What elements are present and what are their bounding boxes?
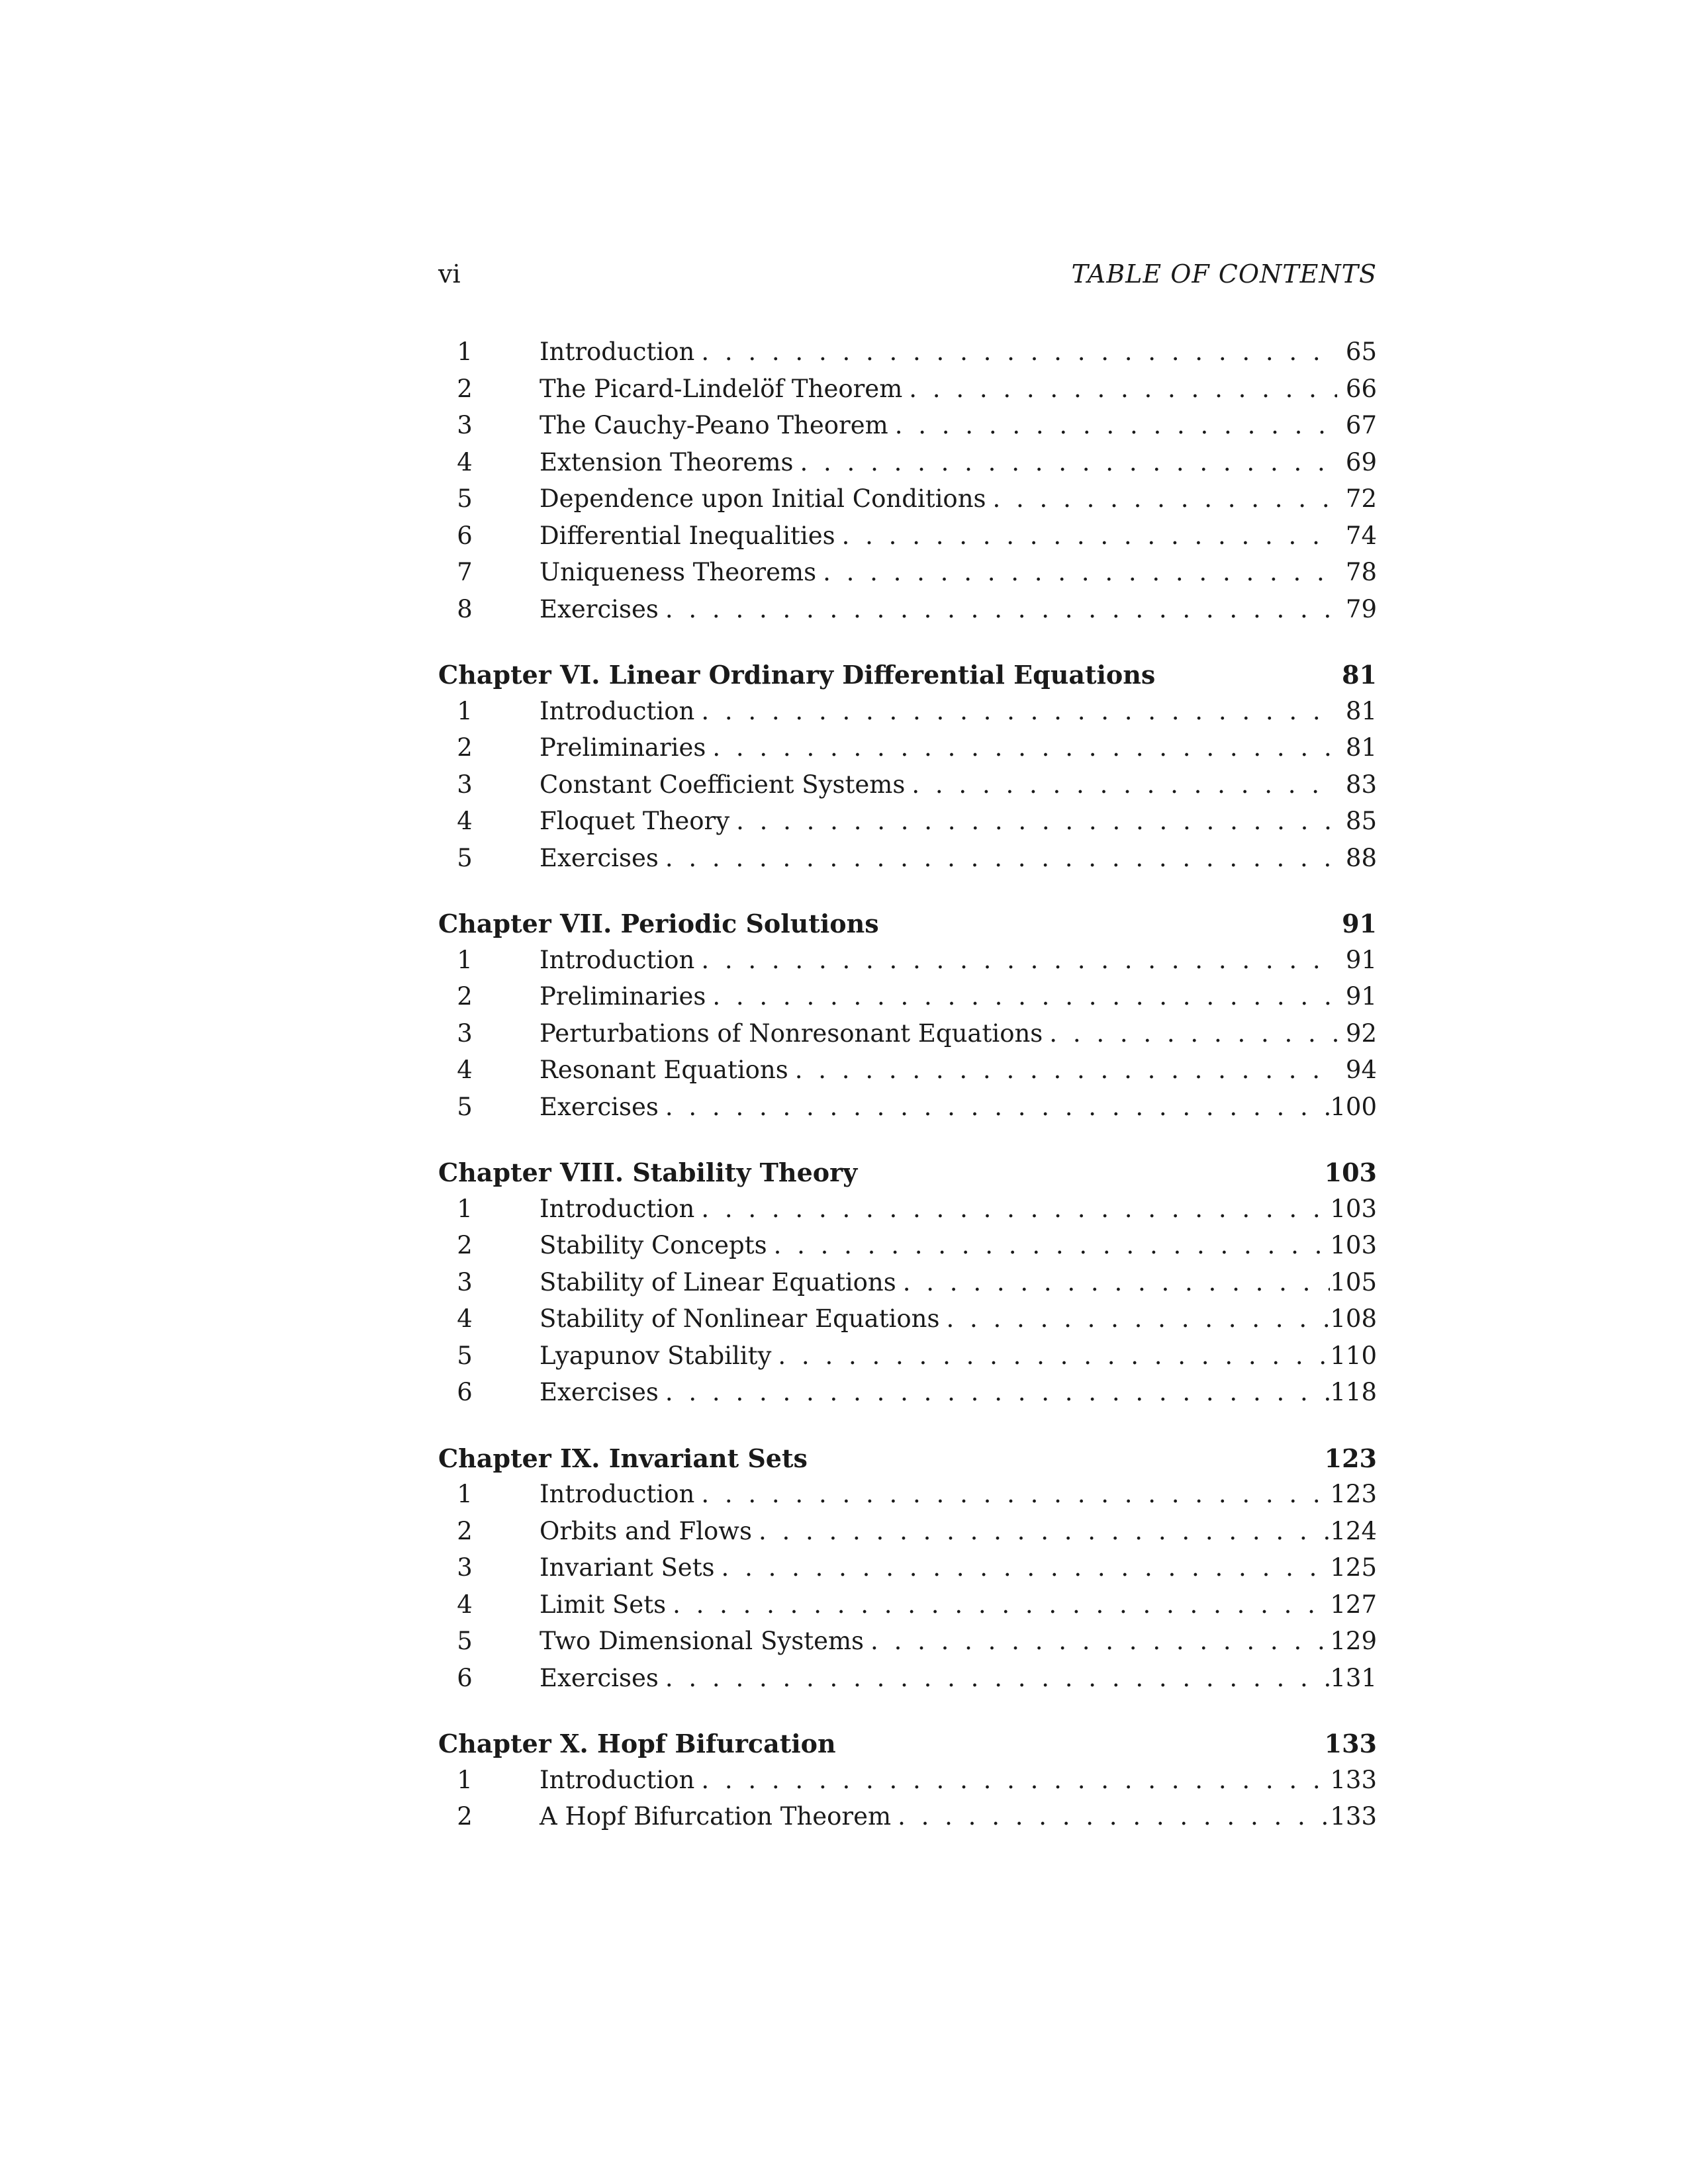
dot-leader xyxy=(694,338,1337,366)
section-title: Stability of Linear Equations xyxy=(539,1267,896,1297)
section-title: Preliminaries xyxy=(539,733,706,762)
toc-section-row xyxy=(438,1480,1377,1517)
toc-section-row xyxy=(438,1664,1377,1701)
toc-section-row xyxy=(438,1766,1377,1803)
section-page-number: 100 xyxy=(1330,1092,1377,1121)
section-page-number: 66 xyxy=(1345,374,1377,403)
section-page-number: 108 xyxy=(1330,1304,1377,1333)
chapter-title: Chapter VI. Linear Ordinary Differential Equations xyxy=(438,660,1156,690)
toc-section-row xyxy=(438,448,1377,485)
dot-leader xyxy=(939,1304,1330,1333)
toc-section-row xyxy=(438,1590,1377,1627)
section-title: Introduction xyxy=(539,1765,695,1794)
toc-section-row xyxy=(438,733,1377,770)
section-number: 4 xyxy=(457,1056,473,1084)
dot-leader xyxy=(986,484,1337,513)
section-title: Exercises xyxy=(539,1378,659,1406)
section-number: 2 xyxy=(457,1802,473,1831)
dot-leader xyxy=(715,1553,1331,1582)
dot-leader xyxy=(659,844,1337,872)
dot-leader xyxy=(767,1231,1331,1259)
chapter-heading xyxy=(438,1729,1377,1766)
dot-leader xyxy=(794,448,1338,477)
chapter-title: Chapter VII. Periodic Solutions xyxy=(438,909,879,938)
section-page-number: 131 xyxy=(1330,1663,1377,1692)
section-page-number: 103 xyxy=(1330,1231,1377,1259)
continued-chapter-sections xyxy=(438,338,1377,631)
section-title: Exercises xyxy=(539,1663,659,1692)
section-title: The Cauchy-Peano Theorem xyxy=(539,411,888,439)
toc-section-row xyxy=(438,1056,1377,1093)
dot-leader xyxy=(659,1093,1330,1121)
chapter-title: Chapter X. Hopf Bifurcation xyxy=(438,1729,836,1758)
section-page-number: 91 xyxy=(1345,982,1377,1011)
toc-section-row xyxy=(438,1231,1377,1268)
section-page-number: 125 xyxy=(1330,1553,1377,1582)
dot-leader xyxy=(694,1766,1330,1794)
toc-section-row xyxy=(438,1627,1377,1664)
chapter-block xyxy=(438,1729,1377,1839)
section-number: 3 xyxy=(457,1019,473,1048)
section-page-number: 110 xyxy=(1330,1341,1377,1370)
section-number: 6 xyxy=(457,1663,473,1692)
toc-section-row xyxy=(438,338,1377,375)
dot-leader xyxy=(771,1342,1330,1370)
toc-section-row xyxy=(438,522,1377,559)
chapter-page-number: 123 xyxy=(1324,1443,1377,1473)
section-number: 4 xyxy=(457,1590,473,1619)
section-page-number: 91 xyxy=(1345,945,1377,974)
section-page-number: 78 xyxy=(1345,558,1377,586)
section-title: Extension Theorems xyxy=(539,447,794,477)
section-number: 5 xyxy=(457,1341,473,1370)
section-page-number: 123 xyxy=(1330,1480,1377,1508)
section-title: The Picard-Lindelöf Theorem xyxy=(539,374,903,403)
section-page-number: 133 xyxy=(1330,1765,1377,1794)
section-number: 5 xyxy=(457,1627,473,1655)
section-title: Exercises xyxy=(539,1092,659,1121)
section-title: Invariant Sets xyxy=(539,1553,715,1582)
section-title: Orbits and Flows xyxy=(539,1516,752,1545)
section-page-number: 105 xyxy=(1330,1267,1377,1297)
section-page-number: 81 xyxy=(1345,733,1377,762)
section-number: 3 xyxy=(457,1267,473,1297)
dot-leader xyxy=(694,1480,1330,1508)
dot-leader xyxy=(706,982,1337,1011)
section-number: 2 xyxy=(457,1516,473,1545)
section-title: Resonant Equations xyxy=(539,1056,788,1084)
section-number: 3 xyxy=(457,770,473,799)
section-title: Introduction xyxy=(539,338,695,366)
section-page-number: 127 xyxy=(1330,1590,1377,1619)
section-number: 8 xyxy=(457,594,473,623)
dot-leader xyxy=(902,375,1337,403)
section-title: Introduction xyxy=(539,1194,695,1223)
section-title: Perturbations of Nonresonant Equations xyxy=(539,1019,1043,1048)
section-page-number: 69 xyxy=(1345,447,1377,477)
section-title: Uniqueness Theorems xyxy=(539,558,817,586)
section-page-number: 118 xyxy=(1330,1378,1377,1406)
section-page-number: 65 xyxy=(1345,338,1377,366)
toc-section-row xyxy=(438,1553,1377,1590)
chapter-page-number: 103 xyxy=(1324,1158,1377,1187)
dot-leader xyxy=(706,733,1337,762)
section-title: Dependence upon Initial Conditions xyxy=(539,484,986,513)
toc-section-row xyxy=(438,1195,1377,1232)
section-number: 3 xyxy=(457,1553,473,1582)
section-title: Stability of Nonlinear Equations xyxy=(539,1304,940,1333)
dot-leader xyxy=(694,946,1337,974)
section-number: 4 xyxy=(457,807,473,835)
section-page-number: 92 xyxy=(1345,1019,1377,1048)
section-number: 1 xyxy=(457,338,473,366)
toc-section-row xyxy=(438,484,1377,522)
toc-section-row xyxy=(438,807,1377,844)
table-of-contents xyxy=(438,338,1377,1839)
section-title: Floquet Theory xyxy=(539,807,730,835)
section-title: Limit Sets xyxy=(539,1590,667,1619)
dot-leader xyxy=(1043,1019,1337,1048)
section-number: 5 xyxy=(457,484,473,513)
section-page-number: 79 xyxy=(1345,594,1377,623)
running-title: TABLE OF CONTENTS xyxy=(1071,259,1377,289)
dot-leader xyxy=(816,558,1337,586)
section-title: Differential Inequalities xyxy=(539,521,835,550)
toc-section-row xyxy=(438,1093,1377,1130)
chapter-heading xyxy=(438,660,1377,697)
page-header xyxy=(438,259,1377,299)
section-number: 5 xyxy=(457,1092,473,1121)
section-title: Constant Coefficient Systems xyxy=(539,770,906,799)
toc-section-row xyxy=(438,1378,1377,1415)
section-number: 1 xyxy=(457,1194,473,1223)
page-number: vi xyxy=(438,259,461,289)
toc-section-row xyxy=(438,1019,1377,1056)
section-number: 2 xyxy=(457,733,473,762)
section-title: A Hopf Bifurcation Theorem xyxy=(539,1802,892,1831)
toc-section-row xyxy=(438,844,1377,881)
toc-section-row xyxy=(438,982,1377,1019)
dot-leader xyxy=(659,1378,1330,1406)
section-page-number: 85 xyxy=(1345,807,1377,835)
chapter-block xyxy=(438,1158,1377,1415)
section-number: 7 xyxy=(457,558,473,586)
section-number: 6 xyxy=(457,521,473,550)
section-title: Introduction xyxy=(539,1480,695,1508)
section-page-number: 72 xyxy=(1345,484,1377,513)
chapter-block xyxy=(438,1443,1377,1701)
chapter-block xyxy=(438,909,1377,1129)
section-title: Exercises xyxy=(539,594,659,623)
toc-section-row xyxy=(438,770,1377,807)
section-page-number: 129 xyxy=(1330,1627,1377,1655)
section-number: 6 xyxy=(457,1378,473,1406)
dot-leader xyxy=(905,770,1337,799)
section-page-number: 67 xyxy=(1345,411,1377,439)
section-number: 3 xyxy=(457,411,473,439)
toc-section-row xyxy=(438,1304,1377,1342)
section-number: 5 xyxy=(457,843,473,872)
section-number: 4 xyxy=(457,1304,473,1333)
toc-section-row xyxy=(438,411,1377,448)
chapter-heading xyxy=(438,1443,1377,1480)
dot-leader xyxy=(694,697,1337,725)
chapter-page-number: 81 xyxy=(1342,660,1377,690)
dot-leader xyxy=(752,1517,1330,1545)
section-number: 2 xyxy=(457,982,473,1011)
dot-leader xyxy=(788,1056,1337,1084)
section-title: Two Dimensional Systems xyxy=(539,1627,865,1655)
dot-leader xyxy=(729,807,1337,835)
section-page-number: 94 xyxy=(1345,1056,1377,1084)
toc-section-row xyxy=(438,697,1377,734)
section-number: 1 xyxy=(457,1765,473,1794)
section-page-number: 133 xyxy=(1330,1802,1377,1831)
section-number: 2 xyxy=(457,1231,473,1259)
chapter-title: Chapter IX. Invariant Sets xyxy=(438,1443,808,1473)
section-title: Preliminaries xyxy=(539,982,706,1011)
chapter-page-number: 91 xyxy=(1342,909,1377,938)
section-page-number: 124 xyxy=(1330,1516,1377,1545)
section-title: Exercises xyxy=(539,843,659,872)
dot-leader xyxy=(659,1664,1330,1692)
toc-section-row xyxy=(438,1268,1377,1305)
section-title: Stability Concepts xyxy=(539,1231,767,1259)
section-page-number: 74 xyxy=(1345,521,1377,550)
dot-leader xyxy=(835,522,1337,550)
section-number: 1 xyxy=(457,945,473,974)
toc-section-row xyxy=(438,375,1377,412)
section-page-number: 83 xyxy=(1345,770,1377,799)
dot-leader xyxy=(666,1590,1330,1619)
section-page-number: 103 xyxy=(1330,1194,1377,1223)
toc-section-row xyxy=(438,946,1377,983)
section-number: 2 xyxy=(457,374,473,403)
section-title: Lyapunov Stability xyxy=(539,1341,772,1370)
chapter-block xyxy=(438,660,1377,880)
section-page-number: 88 xyxy=(1345,843,1377,872)
dot-leader xyxy=(888,411,1337,439)
toc-section-row xyxy=(438,1342,1377,1379)
toc-section-row xyxy=(438,1802,1377,1839)
dot-leader xyxy=(659,595,1337,623)
toc-section-row xyxy=(438,595,1377,632)
section-title: Introduction xyxy=(539,945,695,974)
section-number: 1 xyxy=(457,696,473,725)
section-number: 1 xyxy=(457,1480,473,1508)
section-number: 4 xyxy=(457,447,473,477)
toc-section-row xyxy=(438,558,1377,595)
dot-leader xyxy=(891,1802,1330,1831)
chapter-heading xyxy=(438,1158,1377,1195)
section-page-number: 81 xyxy=(1345,696,1377,725)
chapter-page-number: 133 xyxy=(1324,1729,1377,1758)
dot-leader xyxy=(896,1268,1331,1297)
dot-leader xyxy=(694,1195,1330,1223)
chapter-title: Chapter VIII. Stability Theory xyxy=(438,1158,858,1187)
chapter-heading xyxy=(438,909,1377,946)
toc-section-row xyxy=(438,1517,1377,1554)
section-title: Introduction xyxy=(539,696,695,725)
dot-leader xyxy=(864,1627,1330,1655)
